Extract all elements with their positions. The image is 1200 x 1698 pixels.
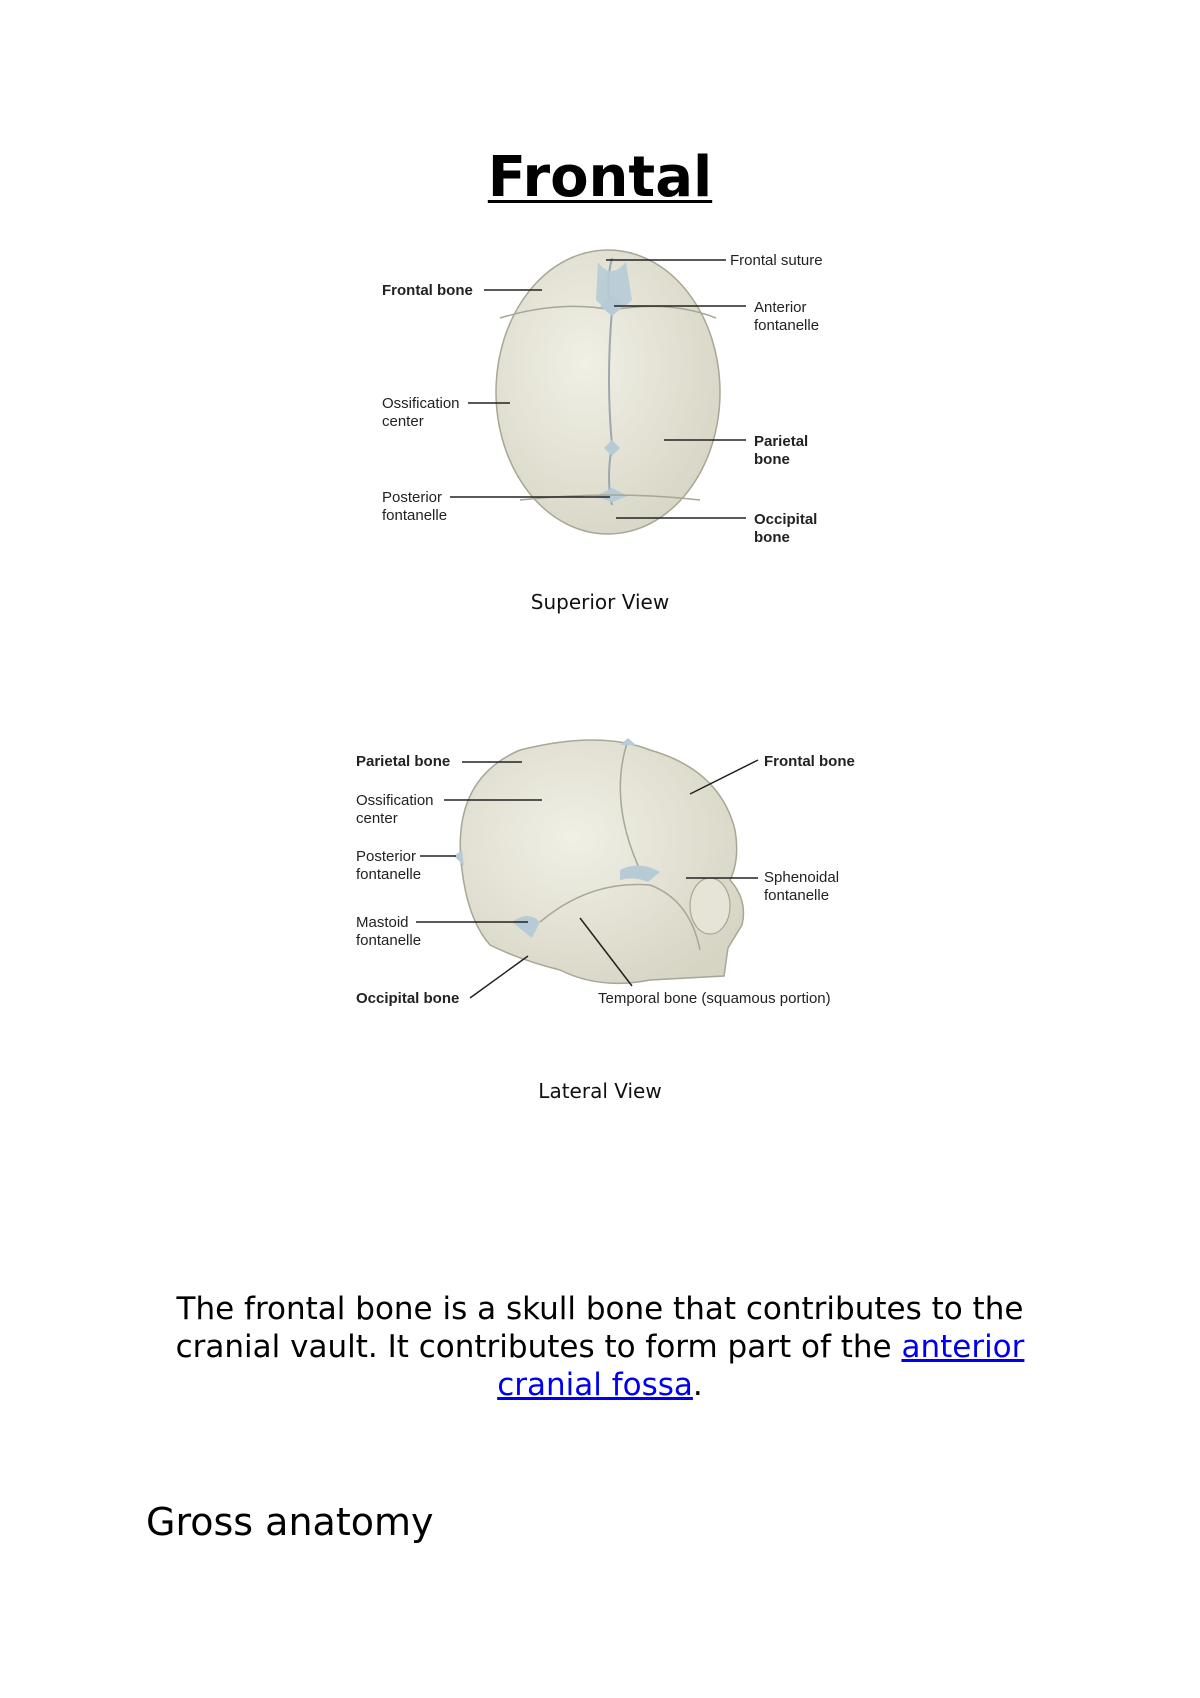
label-occipital-bone: Occipital bone [356,990,460,1007]
paragraph-end: . [692,1367,703,1403]
label-parietal-2: bone [754,451,790,468]
intro-paragraph [130,1290,1070,1404]
superior-view-caption: Superior View [530,590,670,614]
lateral-view-figure [0,700,1200,1060]
section-heading-gross-anatomy: Gross anatomy [146,1500,434,1544]
label-frontal-suture: Frontal suture [730,252,823,269]
skull-lateral-illustration [454,738,744,983]
label-ossification-1: Ossification [382,395,460,412]
label-mastoid-2: fontanelle [356,932,422,949]
paragraph-text: The frontal bone is a skull bone that contributes to the cranial vault. It contributes to form part of the [175,1291,1024,1365]
lateral-view-caption: Lateral View [538,1079,662,1103]
label-lateral-frontal-bone: Frontal bone [764,753,855,770]
label-anterior-fontanelle-1: Anterior [754,299,807,316]
label-lateral-ossification-2: center [356,810,398,827]
label-sphenoidal-2: fontanelle [764,887,830,904]
label-ossification-2: center [382,413,424,430]
label-posterior-2: fontanelle [382,507,448,524]
label-lateral-posterior-1: Posterior [356,848,417,865]
anterior-cranial-fossa-link[interactable]: anterior cranial fossa [497,1329,1025,1403]
label-lateral-posterior-2: fontanelle [356,866,422,883]
label-mastoid-1: Mastoid [356,914,409,931]
label-occipital-1: Occipital [754,511,818,528]
page-title: Frontal [487,145,713,210]
label-temporal-bone: Temporal bone (squamous portion) [598,990,831,1007]
skull-superior-illustration [496,250,720,534]
label-frontal-bone: Frontal bone [382,282,473,299]
label-anterior-fontanelle-2: fontanelle [754,317,820,334]
label-posterior-1: Posterior [382,489,443,506]
label-lateral-ossification-1: Ossification [356,792,434,809]
label-parietal-1: Parietal [754,433,809,450]
label-sphenoidal-1: Sphenoidal [764,869,840,886]
label-occipital-2: bone [754,529,790,546]
label-parietal-bone: Parietal bone [356,753,451,770]
superior-view-figure [0,0,1200,640]
